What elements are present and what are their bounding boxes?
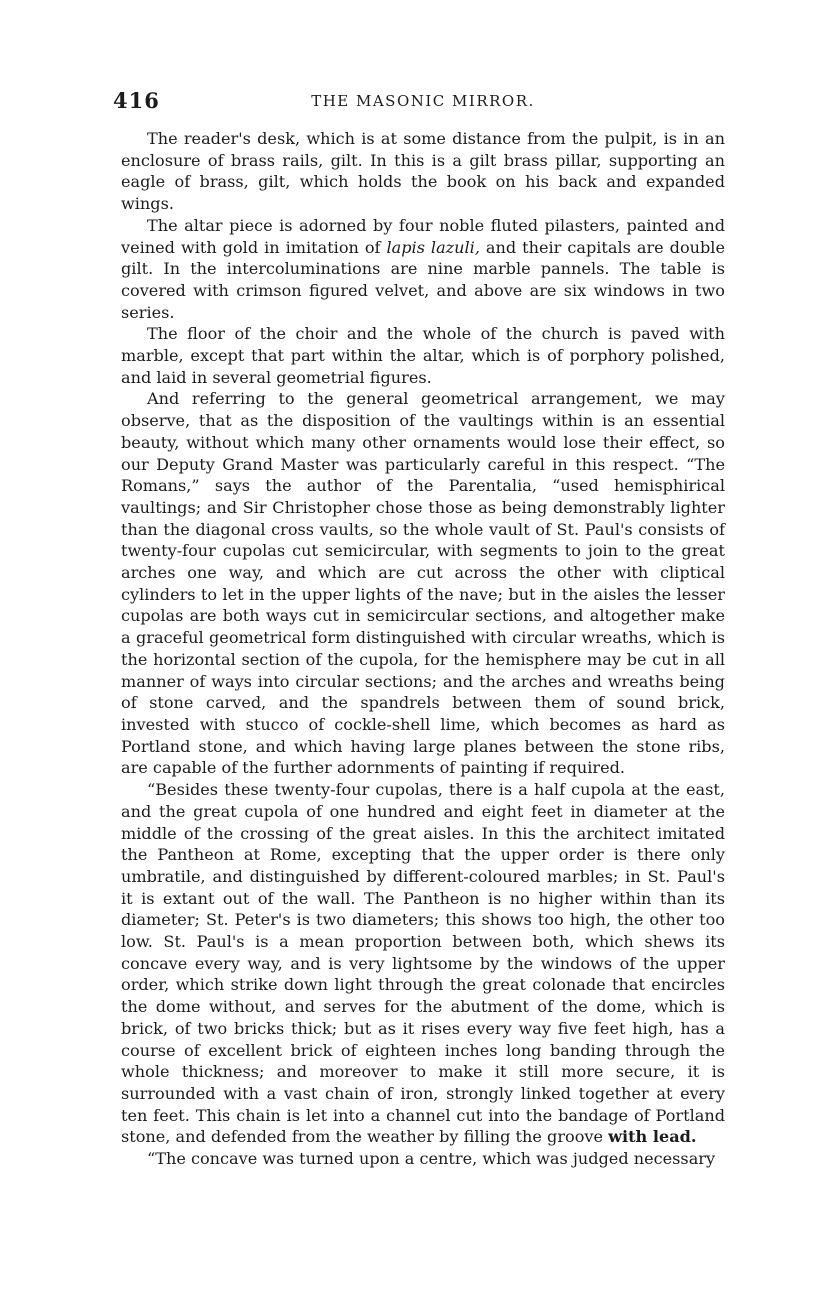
text-run: “Besides these twenty-four cupolas, there is a half cupola at the east, and the great cupola of one hundred and eight feet in diameter at the middle of the crossing of the great aisles. In this the architect imitated the Pantheon at Rome, excepting that the upper order is there only umbratile, and distinguished by different-coloured marbles; in St. Paul's it is extant out of the wall. The Pantheon is no higher within than its diameter; St. Peter's is two diameters; this shows too high, the other too low. St. Paul's is a mean proportion between both, which shews its concave every way, and is very lightsome by the windows of the upper order, which strike down light through the great colonade that encircles the dome without, and serves for the abutment of the dome, which is brick, of two bricks thick; but as it rises every way five feet high, has a course of excellent brick of eighteen inches long banding through the whole thickness; and moreover to make it still more secure, it is surrounded with a vast chain of iron, strongly linked together at every ten feet. This chain is let into a channel cut into the bandage of Portland stone, and defended from the weather by filling the groove [121, 780, 725, 1147]
text-run: and their capitals are double gilt. In the intercoluminations are nine marble pannels. The table is covered with crimson figured velvet, and above are six windows in two series. [121, 237, 725, 322]
running-head [113, 88, 725, 118]
bold-run: with lead. [608, 1127, 697, 1147]
paragraph-cupolas [121, 779, 725, 1148]
text-run: And referring to the general geometrical arrangement, we may observe, that as the disposition of the vaultings within is an essential beauty, without which many other ornaments would lose their effect, so our Deputy Grand Master was particularly careful in this respect. “The Romans,” says the author of the Parentalia, “used hemisphirical vaultings; and Sir Christopher chose those as being demonstrably lighter than the diagonal cross vaults, so the whole vault of St. Paul's consists of twenty-four cupolas cut semicircular, with segments to join to the great arches one way, and which are cut across the other with cliptical cylinders to let in the upper lights of the nave; but in the aisles the lesser cupolas are both ways cut in semicircular sections, and altogether make a graceful geometrical form distinguished with circular wreaths, which is the horizontal section of the cupola, for the hemisphere may be cut in all manner of ways into circular sections; and the arches and wreaths being of stone carved, and the spandrels between them of sound brick, invested with stucco of cockle-shell lime, which becomes as hard as Portland stone, and which having large planes between the stone ribs, are capable of the further adornments of painting if required. [121, 389, 725, 778]
text-run: The reader's desk, which is at some distance from the pulpit, is in an enclosure of brass rails, gilt. In this is a gilt brass pillar, supporting an eagle of brass, gilt, which holds the book on his back and expanded wings. [121, 129, 725, 214]
paragraph-readers-desk [121, 128, 725, 215]
italic-run: lapis lazuli, [386, 237, 480, 257]
paragraph-choir-floor [121, 323, 725, 388]
body-text [121, 128, 725, 1170]
paragraph-concave [121, 1148, 725, 1170]
text-run: The altar piece is adorned by four noble fluted pilasters, painted and veined with gold in imitation of [121, 215, 725, 257]
page-number: 416 [113, 88, 160, 113]
paragraph-altar-piece [121, 215, 725, 324]
journal-title: THE MASONIC MIRROR. [311, 92, 535, 110]
paragraph-geometrical-arrangement [121, 388, 725, 779]
text-run: “The concave was turned upon a centre, which was judged necessary [147, 1149, 716, 1169]
text-run: The floor of the choir and the whole of the church is paved with marble, except that part within the altar, which is of porphory polished, and laid in several geometrial figures. [121, 324, 725, 387]
